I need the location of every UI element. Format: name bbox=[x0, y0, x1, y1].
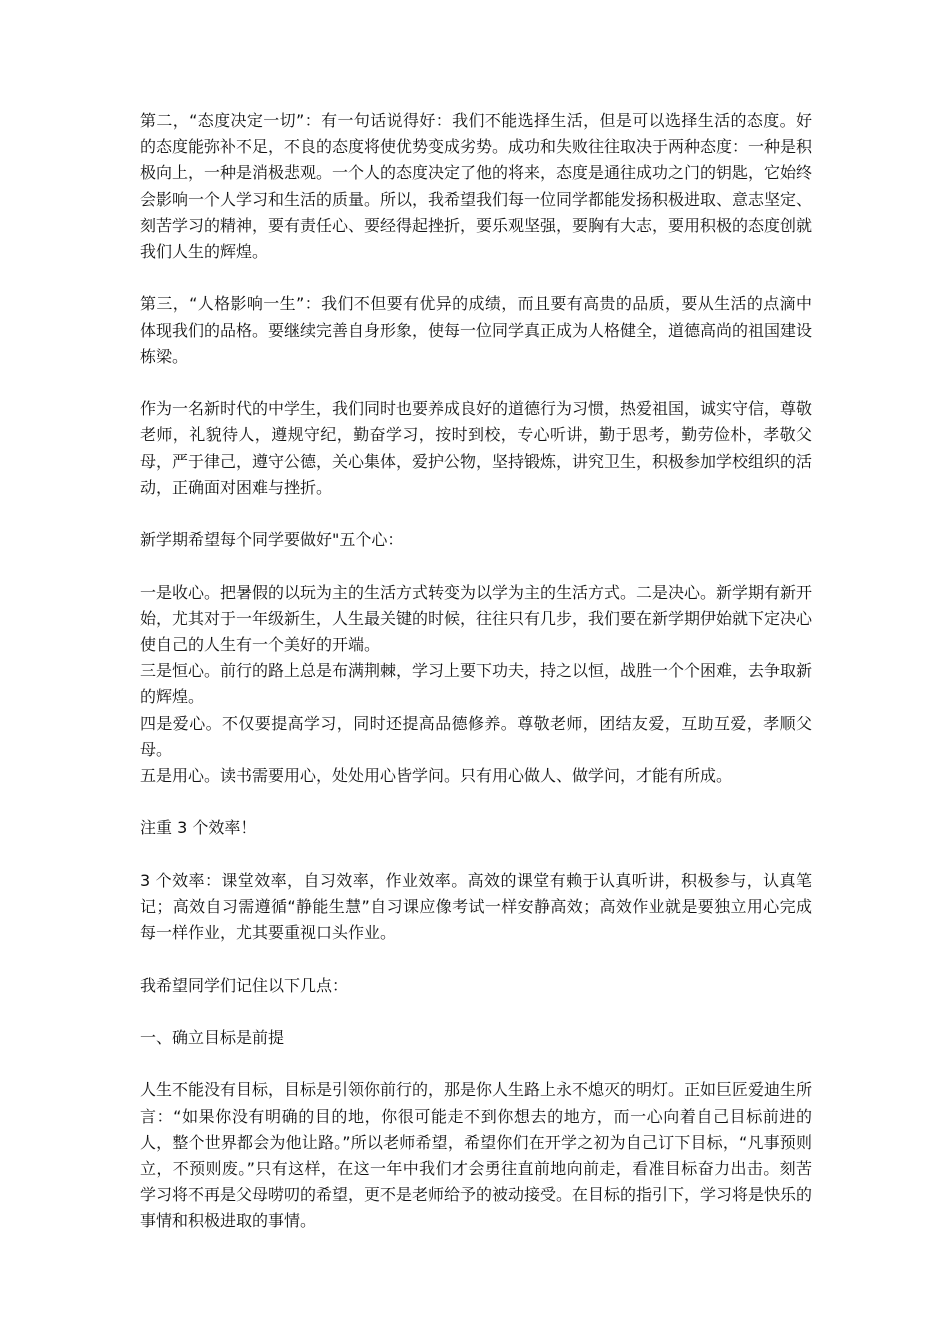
paragraph-heart-3: 三是恒心。前行的路上总是布满荆棘，学习上要下功夫，持之以恒，战胜一个个困难，去争取新的辉煌。 bbox=[140, 661, 813, 707]
document-body bbox=[140, 108, 812, 1261]
section-heading-goal: 一、确立目标是前提 bbox=[140, 1027, 285, 1047]
paragraph-heart-1-2: 一是收心。把暑假的以玩为主的生活方式转变为以学为主的生活方式。二是决心。新学期有新开始，尤其对于一年级新生，人生最关键的时候，往往只有几步，我们要在新学期伊始就下定决心使自己的人生有一个美好的开端。 bbox=[140, 582, 813, 654]
paragraph-efficiency-detail: 3 个效率：课堂效率，自习效率，作业效率。高效的课堂有赖于认真听讲，积极参与，认真笔记；高效自习需遵循“静能生慧”自习课应像考试一样安静高效；高效作业就是要独立用心完成每一样作业，尤其要重视口头作业。 bbox=[140, 870, 812, 943]
paragraph-heart-4: 四是爱心。不仅要提高学习，同时还提高品德修养。尊敬老师，团结友爱，互助互爱，孝顺父母。 bbox=[140, 713, 812, 759]
paragraph-points-intro: 我希望同学们记住以下几点： bbox=[140, 975, 349, 995]
paragraph-moral-habits: 作为一名新时代的中学生，我们同时也要养成良好的道德行为习惯，热爱祖国，诚实守信，尊敬老师，礼貌待人，遵规守纪，勤奋学习，按时到校，专心听讲，勤于思考，勤劳俭朴，孝敬父母，严于律己，遵守公德，关心集体，爱护公物，坚持锻炼，讲究卫生，积极参加学校组织的活动，正确面对困难与挫折。 bbox=[140, 399, 813, 497]
paragraph-attitude: 第二，“态度决定一切”：有一句话说得好：我们不能选择生活，但是可以选择生活的态度。好的态度能弥补不足，不良的态度将使优势变成劣势。成功和失败往往取决于两种态度：一种是积极向上，一种是消极悲观。一个人的态度决定了他的将来，态度是通往成功之门的钥匙，它始终会影响一个人学习和生活的质量。所以，我希望我们每一位同学都能发扬积极进取、意志坚定、刻苦学习的精神，要有责任心、要经得起挫折，要乐观坚强，要胸有大志，要用积极的态度创就我们人生的辉煌。 bbox=[140, 111, 813, 262]
paragraph-efficiency-heading: 注重 3 个效率！ bbox=[140, 818, 257, 838]
paragraph-personality: 第三，“人格影响一生”：我们不但要有优异的成绩，而且要有高贵的品质，要从生活的点滴中体现我们的品格。要继续完善自身形象，使每一位同学真正成为人格健全，道德高尚的祖国建设栋梁。 bbox=[140, 294, 813, 366]
paragraph-five-hearts-intro: 新学期希望每个同学要做好"五个心： bbox=[140, 530, 404, 550]
paragraph-heart-5: 五是用心。读书需要用心，处处用心皆学问。只有用心做人、做学问，才能有所成。 bbox=[140, 766, 733, 786]
paragraph-goal: 人生不能没有目标，目标是引领你前行的，那是你人生路上永不熄灭的明灯。正如巨匠爱迪生所言：“如果你没有明确的目的地，你很可能走不到你想去的地方，而一心向着自己目标前进的人，整个世界都会为他让路。”所以老师希望，希望你们在开学之初为自己订下目标，“凡事预则立，不预则废。”只有这样，在这一年中我们才会勇往直前地向前走，看准目标奋力出击。刻苦学习将不再是父母唠叨的希望，更不是老师给予的被动接受。在目标的指引下，学习将是快乐的事情和积极进取的事情。 bbox=[140, 1080, 813, 1231]
